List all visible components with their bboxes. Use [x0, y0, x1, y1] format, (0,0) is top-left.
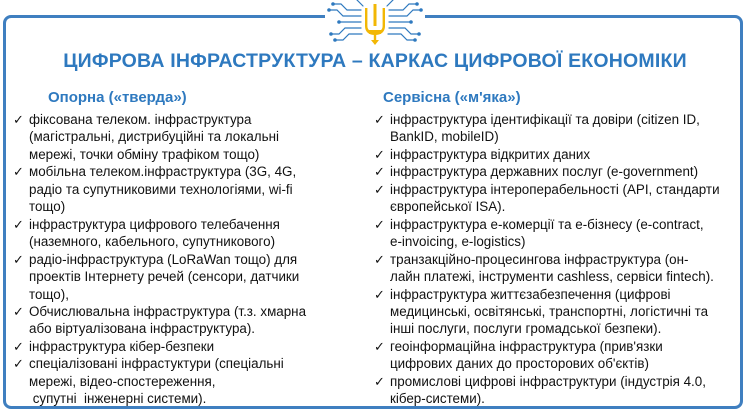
check-icon: ✓: [374, 146, 385, 162]
check-icon: ✓: [374, 286, 385, 302]
item-line: (магістральні, дистрибуційні та локальні: [29, 129, 279, 145]
check-icon: ✓: [374, 181, 385, 197]
item-line: супутні інженерні системи).: [29, 391, 207, 407]
item-line: кібер-системи).: [390, 391, 485, 407]
item-line: фіксована телеком. інфраструктура: [29, 112, 252, 127]
check-icon: ✓: [13, 164, 24, 180]
item-line: цифрових даних до просторових об'єктів): [390, 356, 649, 372]
emblem: [325, 0, 425, 46]
item-line: BankID, mobileID): [390, 129, 499, 145]
item-line: інфраструктура державних послуг (e-government): [390, 164, 699, 180]
circuit-trident-icon: [325, 0, 425, 46]
list-item: [9, 216, 354, 251]
right-heading: Сервісна («м'яка»): [383, 89, 521, 106]
list-item: [370, 251, 745, 286]
item-line: мережі, точки обміну трафіком тощо): [29, 146, 260, 162]
list-item: [370, 216, 745, 251]
check-icon: ✓: [374, 338, 385, 354]
list-item: [9, 303, 354, 338]
check-icon: ✓: [13, 251, 24, 267]
check-icon: ✓: [374, 216, 385, 232]
item-line: спеціалізовані інфрастуктури (спеціальні: [29, 356, 284, 372]
check-icon: ✓: [13, 112, 24, 127]
check-icon: ✓: [374, 373, 385, 389]
item-line: або віртуалізована інфраструктура).: [29, 321, 256, 337]
item-line: Обчислювальна інфраструктура (т.з. хмарна: [29, 303, 307, 319]
item-line: інші послуги, послуги громадської безпеки).: [390, 321, 662, 337]
list-item: [9, 251, 354, 303]
list-item: [370, 286, 745, 338]
item-line: медицинські, освітянські, транспортні, логістичні та: [390, 303, 709, 319]
list-item: [370, 181, 745, 216]
item-line: інфраструктура життєзабезпечення (цифрові: [390, 286, 671, 302]
item-line: лайн платежі, інструменти cashless, сервіси fintech).: [390, 269, 714, 285]
item-line: тощо): [29, 199, 66, 215]
check-icon: ✓: [13, 338, 24, 354]
check-icon: ✓: [13, 303, 24, 319]
item-line: інфраструктура е-комерції та е-бізнесу (e-contract,: [390, 216, 704, 232]
item-line: європейської ISA).: [390, 199, 506, 215]
item-line: інфраструктура кібер-безпеки: [29, 338, 215, 354]
item-line: геоінформаційна інфраструктура (прив'язки: [390, 338, 663, 354]
hard-infrastructure-list: [9, 111, 354, 408]
item-line: інфраструктура відкритих даних: [390, 146, 591, 162]
item-line: інфраструктура інтероперабельності (API, стандарти: [390, 181, 720, 197]
list-item: [370, 373, 745, 408]
soft-infrastructure-list: [370, 111, 745, 408]
check-icon: ✓: [374, 112, 385, 127]
list-item: [370, 146, 745, 163]
list-item: [9, 338, 354, 355]
list-item: [9, 163, 354, 215]
item-line: мобільна телеком.інфраструктура (3G, 4G,: [29, 164, 297, 180]
check-icon: ✓: [13, 216, 24, 232]
list-item: [370, 338, 745, 373]
item-line: промислові цифрові інфраструктури (індустрія 4.0,: [390, 373, 706, 389]
left-heading: Опорна («тверда»): [48, 89, 187, 106]
list-item: [9, 111, 354, 163]
page-title: ЦИФРОВА ІНФРАСТРУКТУРА – КАРКАС ЦИФРОВОЇ ЕКОНОМІКИ: [63, 50, 687, 72]
item-line: e-invoicing, e-logistics): [390, 234, 526, 250]
item-line: проектів Інтернету речей (сенсори, датчики: [29, 269, 300, 285]
item-line: радіо-інфраструктура (LoRaWan тощо) для: [29, 251, 298, 267]
item-line: транзакційно-процесингова інфраструктура (он-: [390, 251, 689, 267]
list-item: [9, 355, 354, 407]
list-item: [370, 163, 745, 180]
item-line: (наземного, кабельного, супутникового): [29, 234, 276, 250]
item-line: інфраструктура цифрового телебачення: [29, 216, 280, 232]
check-icon: ✓: [374, 251, 385, 267]
check-icon: ✓: [374, 164, 385, 180]
item-line: тощо),: [29, 286, 69, 302]
list-item: [370, 111, 745, 146]
item-line: радіо та супутниковими технологіями, wi-fi: [29, 181, 293, 197]
item-line: мережі, відео-спостереження,: [29, 373, 216, 389]
item-line: інфраструктура ідентифікації та довіри (citizen ID,: [390, 112, 700, 127]
check-icon: ✓: [13, 356, 24, 372]
